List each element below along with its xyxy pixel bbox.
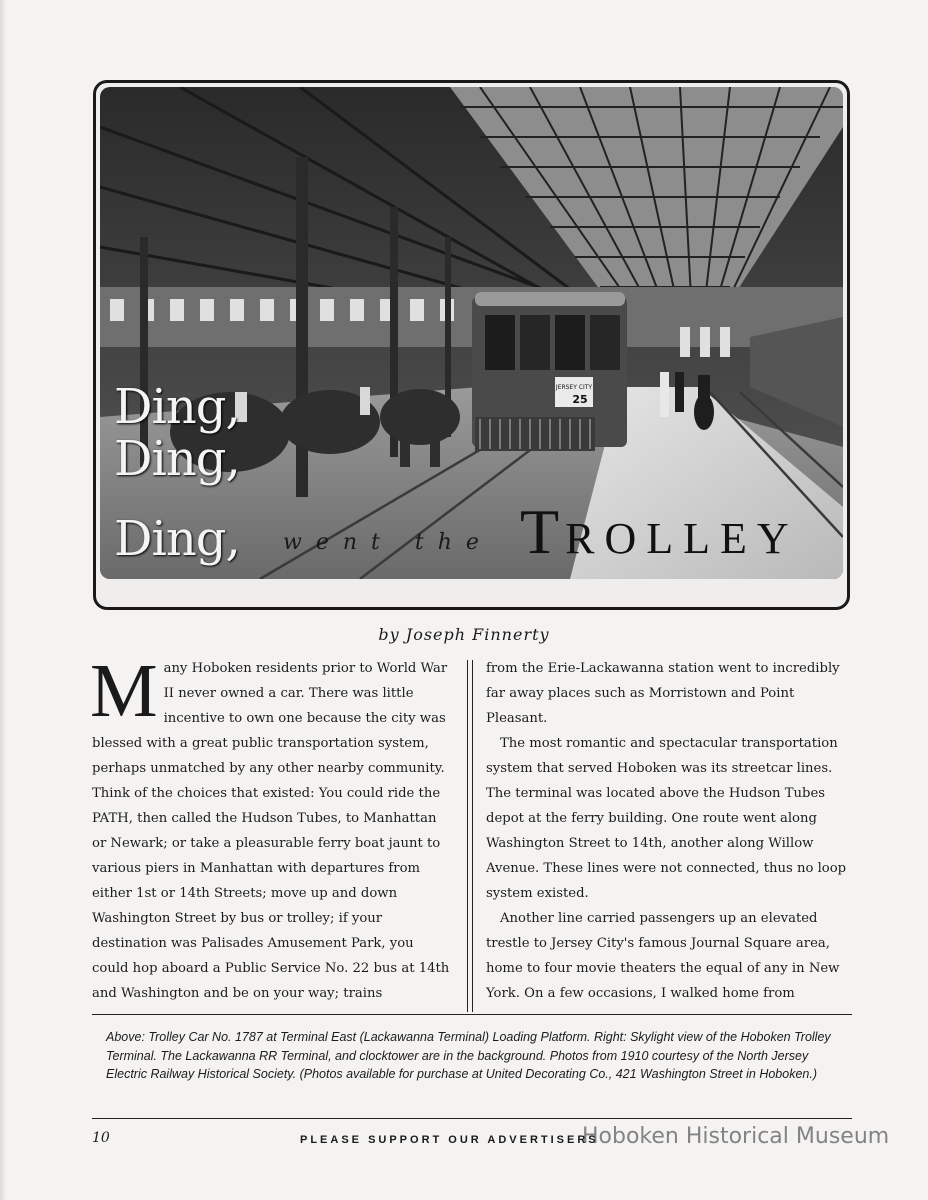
- article-paragraph: Another line carried passengers up an elevated trestle to Jersey City's famous Journal Square area, home to four movie theaters the equal of any in New York. On a few occasions, I walked home from: [486, 911, 840, 1001]
- column-divider: [467, 660, 473, 1012]
- article-column-left: [90, 649, 452, 1006]
- page-number: 10: [92, 1130, 110, 1146]
- byline: by Joseph Finnerty: [378, 625, 550, 644]
- title-ding-3: Ding,: [114, 511, 240, 567]
- photo-caption: Above: Trolley Car No. 1787 at Terminal East (Lackawanna Terminal) Loading Platform. Right: Skylight view of the Hoboken Trolley Terminal. The Lackawanna RR Terminal, and clocktower are in the background. Photos from 1910 courtesy of the North Jersey Electric Railway Historical Society. (Photos available for purchase at United Decorating Co., 421 Washington Street in Hoboken.): [106, 1030, 831, 1081]
- trolley-sign: JERSEY CITY: [555, 384, 593, 391]
- footer-rule: [92, 1118, 852, 1119]
- title-ding-2: Ding,: [114, 431, 240, 487]
- museum-watermark: Hoboken Historical Museum: [582, 1124, 890, 1149]
- trolley-number: 25: [572, 393, 588, 406]
- title-went-the: went the: [283, 530, 493, 555]
- title-trolley-initial: T: [520, 496, 566, 567]
- article-paragraph: The most romantic and spectacular transportation system that served Hoboken was its streetcar lines. The terminal was located above the Hudson Tubes depot at the ferry building. One route went along Washington Street to 14th, another along Willow Avenue. These lines were not connected, thus no loop system existed.: [486, 736, 847, 901]
- title-trolley: [520, 496, 799, 567]
- title-ding-1: Ding,: [114, 379, 240, 435]
- caption-top-rule: [92, 1014, 852, 1015]
- article-column-right: [486, 656, 854, 1006]
- trolley-car: [472, 292, 627, 451]
- title-trolley-rest: ROLLEY: [565, 514, 799, 563]
- article-paragraph: from the Erie-Lackawanna station went to incredibly far away places such as Morristown and Point Pleasant.: [486, 661, 840, 726]
- paragraph-text: any Hoboken residents prior to World War II never owned a car. There was little incentive to own one because the city was blessed with a great public transportation system, perhaps unmatched by any other nearby community. Think of the choices that existed: You could ride the PATH, then called the Hudson Tubes, to Manhattan or Newark; or take a pleasurable ferry boat jaunt to various piers in Manhattan with departures from either 1st or 14th Streets; move up and down Washington Street by bus or trolley; if your destination was Palisades Amusement Park, you could hop aboard a Public Service No. 22 bus at 14th and Washington and be on your way; trains: [92, 661, 450, 1001]
- footer-advertisers-note: PLEASE SUPPORT OUR ADVERTISERS: [300, 1134, 599, 1146]
- page-edge: [0, 0, 6, 1200]
- article-paragraph: [90, 649, 452, 1006]
- drop-cap: M: [90, 649, 158, 733]
